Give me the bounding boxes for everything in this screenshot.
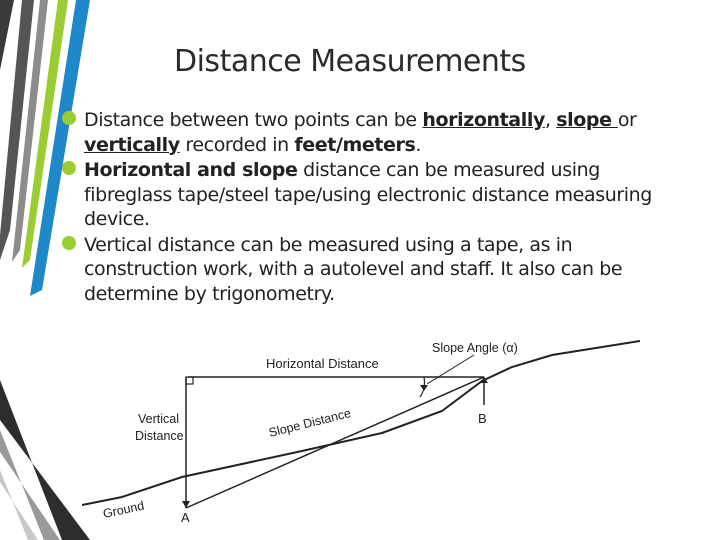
label-slope-angle: Slope Angle (α): [432, 341, 518, 355]
bullet-text: Horizontal and slope distance can be measured using fibreglass tape/steel tape/using electronic distance measuring device.: [84, 159, 652, 230]
label-point-b: B: [478, 411, 487, 426]
bullet-dot-icon: [62, 161, 76, 175]
label-horizontal-distance: Horizontal Distance: [266, 356, 379, 371]
angle-arrow-icon: [420, 385, 428, 391]
label-slope-distance: Slope Distance: [267, 405, 353, 440]
label-point-a: A: [181, 510, 190, 523]
bullet-item: [64, 108, 674, 157]
right-angle-marker: [186, 377, 193, 384]
bullet-text: Distance between two points can be horizontally, slope or vertically recorded in feet/meters.: [84, 109, 637, 156]
bullet-text: Vertical distance can be measured using a tape, as in construction work, with a autolevel and staff. It also can be determine by trigonometry.: [84, 233, 623, 305]
label-ground: Ground: [101, 498, 146, 521]
bullet-item: [64, 158, 674, 232]
bullet-dot-icon: [62, 111, 76, 125]
bullet-list: [64, 108, 674, 307]
distance-diagram-svg: [82, 337, 640, 523]
slide-title: Distance Measurements: [174, 44, 526, 79]
label-distance: Distance: [135, 429, 184, 443]
label-vertical: Vertical: [138, 412, 179, 426]
distance-diagram: [82, 337, 640, 523]
bullet-dot-icon: [62, 236, 76, 250]
slope-angle-leader: [427, 355, 474, 384]
slope-distance-line: [186, 377, 484, 508]
bullet-item: [64, 233, 674, 307]
